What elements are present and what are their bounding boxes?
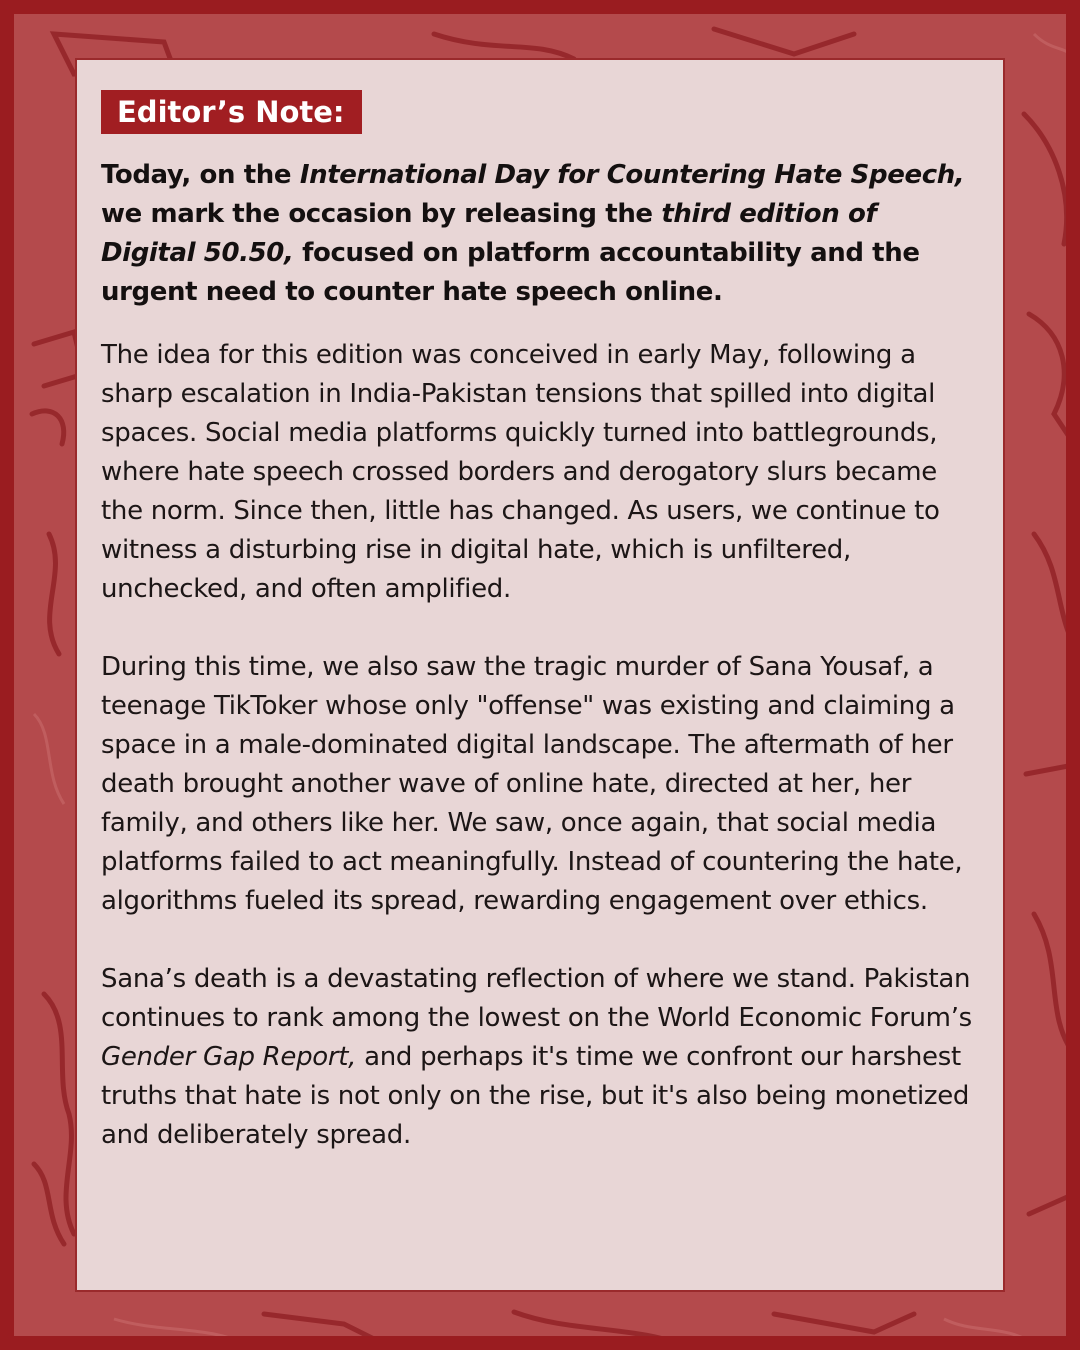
lead-paragraph — [101, 156, 979, 312]
editor-note-card — [75, 58, 1005, 1292]
paragraph-3-text-1: Sana’s death is a devastating reflection of where we stand. Pakistan continues to rank among the lowest on the World Economic Forum’s — [101, 964, 972, 1033]
paragraph-3-text-2: and perhaps it's time we confront our harshest truths that hate is not only on the rise, but it's also being monetized and deliberately spread. — [101, 1042, 970, 1150]
editor-note-label: Editor’s Note: — [101, 90, 362, 134]
report-name: Gender Gap Report, — [101, 1042, 357, 1072]
lead-text-2: we mark the occasion by releasing the — [101, 199, 662, 229]
day-name: International Day for Countering Hate Speech, — [299, 160, 965, 190]
lead-text-3: focused on platform accountability and the urgent need to counter hate speech online. — [101, 238, 920, 307]
body-paragraph-2: During this time, we also saw the tragic murder of Sana Yousaf, a teenage TikToker whose only "offense" was existing and claiming a space in a male-dominated digital landscape. The aftermath of her death brought another wave of online hate, directed at her, her family, and others like her. We saw, once again, that social media platforms failed to act meaningfully. Instead of countering the hate, algorithms fueled its spread, rewarding engagement over ethics. — [101, 652, 963, 916]
body-paragraph-1: The idea for this edition was conceived in early May, following a sharp escalation in India-Pakistan tensions that spilled into digital spaces. Social media platforms quickly turned into battlegrounds, where hate speech crossed borders and derogatory slurs became the norm. Since then, little has changed. As users, we continue to witness a disturbing rise in digital hate, which is unfiltered, unchecked, and often amplified. — [101, 340, 940, 604]
lead-text-1: Today, on the — [101, 160, 300, 190]
body-paragraph-3 — [101, 960, 979, 1155]
edition-name: third edition of Digital 50.50, — [101, 199, 877, 268]
